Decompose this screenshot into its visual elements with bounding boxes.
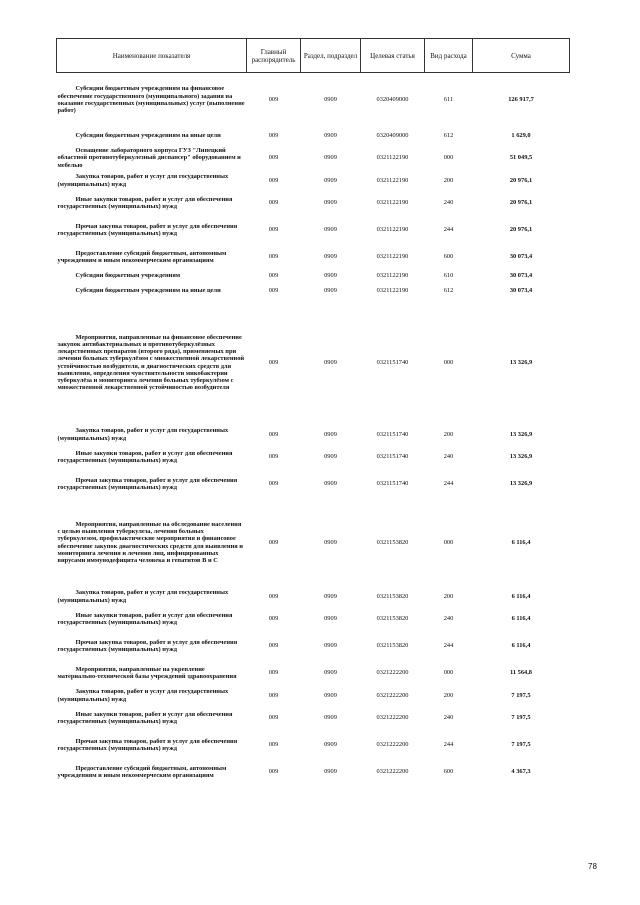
table-row <box>57 145 570 172</box>
table-body <box>57 73 570 786</box>
row-sum: 6 116,4 <box>511 538 531 546</box>
table-row <box>57 73 570 127</box>
row-sum: 20 976,1 <box>509 176 533 184</box>
row-sum: 1 629,0 <box>511 131 531 139</box>
row-name: Прочая закупка товаров, работ и услуг для обеспечения государственных (муниципальных) нужд <box>57 222 238 237</box>
row-name: Закупка товаров, работ и услуг для государственных (муниципальных) нужд <box>57 589 229 604</box>
row-kind: 611 <box>443 96 454 104</box>
row-admin: 009 <box>268 154 279 162</box>
row-admin: 009 <box>268 358 279 366</box>
row-kind: 244 <box>443 642 454 650</box>
header-sum: Сумма <box>473 39 570 73</box>
row-kind: 600 <box>443 768 454 776</box>
row-target: 0321122190 <box>376 253 409 261</box>
row-kind: 240 <box>443 199 454 207</box>
row-sum: 20 976,1 <box>509 226 533 234</box>
row-section: 0909 <box>324 741 337 749</box>
table-row <box>57 217 570 244</box>
row-sum: 51 049,5 <box>509 154 533 162</box>
row-name: Субсидии бюджетным учреждениям на иные цели <box>75 131 221 139</box>
row-section: 0909 <box>324 253 337 261</box>
row-target: 0321122190 <box>376 154 409 162</box>
row-sum: 13 326,9 <box>509 430 533 438</box>
table-row <box>57 498 570 588</box>
row-name: Предоставление субсидий бюджетным, автономным учреждениям и иным некоммерческим организациям <box>57 249 227 264</box>
row-name: Закупка товаров, работ и услуг для государственных (муниципальных) нужд <box>57 173 229 188</box>
row-name: Мероприятия, направленные на финансовое обеспечение закупок антибактериальных и противотуберкулёзных лекарственных препаратов (второго ряда), применяемых при лечении больных туберкулёзом с множественной лекарственной устойчивостью возбудителя, и диагностических средств для выявления, определения чувствительности микобактерии туберкулёза и мониторинга лечения больных туберкулёзом с множественной лекарственной устойчивостью возбудителя <box>57 333 245 392</box>
row-admin: 009 <box>268 253 279 261</box>
row-admin: 009 <box>268 453 279 461</box>
row-section: 0909 <box>324 453 337 461</box>
budget-table-page <box>56 38 569 786</box>
row-kind: 612 <box>443 286 454 294</box>
row-section: 0909 <box>324 592 337 600</box>
row-section: 0909 <box>324 615 337 623</box>
row-kind: 200 <box>443 176 454 184</box>
row-target: 0320409000 <box>376 96 409 104</box>
row-admin: 009 <box>268 430 279 438</box>
row-admin: 009 <box>268 691 279 699</box>
row-target: 0321153820 <box>376 642 409 650</box>
row-sum: 7 197,5 <box>511 691 531 699</box>
row-admin: 009 <box>268 480 279 488</box>
table-row <box>57 127 570 145</box>
table-row <box>57 588 570 606</box>
row-kind: 000 <box>443 669 454 677</box>
row-name: Закупка товаров, работ и услуг для государственных (муниципальных) нужд <box>57 688 229 703</box>
row-kind: 000 <box>443 358 454 366</box>
row-sum: 6 116,4 <box>511 615 531 623</box>
row-name: Иные закупки товаров, работ и услуг для обеспечения государственных (муниципальных) нужд <box>57 195 233 210</box>
row-kind: 200 <box>443 691 454 699</box>
row-section: 0909 <box>324 691 337 699</box>
row-sum: 30 073,4 <box>509 286 533 294</box>
row-admin: 009 <box>268 768 279 776</box>
row-kind: 240 <box>443 615 454 623</box>
row-admin: 009 <box>268 199 279 207</box>
table-row <box>57 705 570 732</box>
row-name: Мероприятия, направленные на обследование населения с целью выявления туберкулеза, лечения больных туберкулезом, профилактические мероприятия и финансовое обеспечение закупок диагностических средств для выявления и мониторинга лечения и лечения лиц, инфицированных вирусами иммунодефицита человека и гепатитов В и С <box>57 520 243 564</box>
row-target: 0321122190 <box>376 176 409 184</box>
row-target: 0320409000 <box>376 131 409 139</box>
table-row <box>57 244 570 271</box>
row-sum: 13 326,9 <box>509 358 533 366</box>
row-target: 0321153820 <box>376 538 409 546</box>
row-target: 0321153820 <box>376 592 409 600</box>
row-target: 0321222200 <box>376 768 409 776</box>
table-row <box>57 633 570 660</box>
row-sum: 11 564,8 <box>509 669 532 677</box>
row-name: Иные закупки товаров, работ и услуг для обеспечения государственных (муниципальных) нужд <box>57 710 233 725</box>
row-target: 0321153820 <box>376 615 409 623</box>
row-sum: 7 197,5 <box>511 714 531 722</box>
table-row <box>57 606 570 633</box>
row-target: 0321151740 <box>376 430 409 438</box>
row-kind: 610 <box>443 272 454 280</box>
row-admin: 009 <box>268 272 279 280</box>
header-kind: Вид расхода <box>425 39 473 73</box>
row-kind: 200 <box>443 592 454 600</box>
row-target: 0321222200 <box>376 691 409 699</box>
row-section: 0909 <box>324 199 337 207</box>
table-row <box>57 687 570 705</box>
row-sum: 126 917,7 <box>508 96 534 104</box>
row-name: Иные закупки товаров, работ и услуг для обеспечения государственных (муниципальных) нужд <box>57 611 233 626</box>
row-kind: 244 <box>443 480 454 488</box>
row-admin: 009 <box>268 741 279 749</box>
row-sum: 6 116,4 <box>511 642 531 650</box>
row-name: Субсидии бюджетным учреждениям на финансовое обеспечение государственного (муниципального) задания на оказание государственных (муниципальных) услуг (выполнение работ) <box>57 85 245 114</box>
row-admin: 009 <box>268 286 279 294</box>
table-row <box>57 444 570 471</box>
row-target: 0321122190 <box>376 199 409 207</box>
row-section: 0909 <box>324 768 337 776</box>
row-kind: 240 <box>443 453 454 461</box>
row-target: 0321151740 <box>376 453 409 461</box>
row-name: Предоставление субсидий бюджетным, автономным учреждениям и иным некоммерческим организациям <box>57 764 227 779</box>
table-row <box>57 282 570 300</box>
row-section: 0909 <box>324 480 337 488</box>
row-sum: 20 976,1 <box>509 199 533 207</box>
page-number: 78 <box>588 862 597 871</box>
row-section: 0909 <box>324 226 337 234</box>
row-sum: 30 073,4 <box>509 253 533 261</box>
row-admin: 009 <box>268 176 279 184</box>
table-row <box>57 300 570 426</box>
table-row <box>57 660 570 687</box>
header-section: Раздел, подраздел <box>301 39 361 73</box>
table-row <box>57 759 570 786</box>
row-admin: 009 <box>268 669 279 677</box>
row-section: 0909 <box>324 358 337 366</box>
row-kind: 200 <box>443 430 454 438</box>
row-admin: 009 <box>268 226 279 234</box>
row-section: 0909 <box>324 96 337 104</box>
row-name: Прочая закупка товаров, работ и услуг для обеспечения государственных (муниципальных) нужд <box>57 476 238 491</box>
row-target: 0321151740 <box>376 480 409 488</box>
row-section: 0909 <box>324 176 337 184</box>
table-row <box>57 732 570 759</box>
row-name: Закупка товаров, работ и услуг для государственных (муниципальных) нужд <box>57 427 229 442</box>
row-kind: 240 <box>443 714 454 722</box>
row-kind: 000 <box>443 538 454 546</box>
row-section: 0909 <box>324 642 337 650</box>
row-admin: 009 <box>268 592 279 600</box>
row-admin: 009 <box>268 714 279 722</box>
row-name: Иные закупки товаров, работ и услуг для обеспечения государственных (муниципальных) нужд <box>57 449 233 464</box>
row-admin: 009 <box>268 538 279 546</box>
row-name: Прочая закупка товаров, работ и услуг для обеспечения государственных (муниципальных) нужд <box>57 638 238 653</box>
row-name: Оснащение лабораторного корпуса ГУЗ "Липецкий областной противотуберкулезный диспансер" оборудованием и мебелью <box>57 147 241 169</box>
row-name: Мероприятия, направленные на укрепление материально-технической базы учреждений здравоохранения <box>57 665 237 680</box>
row-sum: 30 073,4 <box>509 272 533 280</box>
table-row <box>57 471 570 498</box>
row-sum: 7 197,5 <box>511 741 531 749</box>
row-target: 0321122190 <box>376 286 409 294</box>
row-kind: 600 <box>443 253 454 261</box>
row-target: 0321222200 <box>376 669 409 677</box>
header-admin: Главный распорядитель <box>247 39 301 73</box>
row-sum: 6 116,4 <box>511 592 531 600</box>
row-name: Субсидии бюджетным учреждениям <box>75 272 181 280</box>
row-section: 0909 <box>324 272 337 280</box>
row-sum: 4 367,3 <box>511 768 531 776</box>
row-sum: 13 326,9 <box>509 453 533 461</box>
row-target: 0321222200 <box>376 714 409 722</box>
row-kind: 244 <box>443 226 454 234</box>
table-row <box>57 271 570 282</box>
row-target: 0321151740 <box>376 358 409 366</box>
row-kind: 244 <box>443 741 454 749</box>
row-admin: 009 <box>268 131 279 139</box>
table-row <box>57 426 570 444</box>
row-sum: 13 326,9 <box>509 480 533 488</box>
row-section: 0909 <box>324 131 337 139</box>
table-header-row <box>57 39 570 73</box>
row-target: 0321122190 <box>376 272 409 280</box>
header-target: Целевая статья <box>361 39 425 73</box>
row-section: 0909 <box>324 714 337 722</box>
budget-table <box>56 38 570 786</box>
row-kind: 612 <box>443 131 454 139</box>
row-section: 0909 <box>324 669 337 677</box>
row-admin: 009 <box>268 615 279 623</box>
row-section: 0909 <box>324 154 337 162</box>
row-target: 0321122190 <box>376 226 409 234</box>
row-admin: 009 <box>268 642 279 650</box>
row-target: 0321222200 <box>376 741 409 749</box>
row-section: 0909 <box>324 430 337 438</box>
row-kind: 000 <box>443 154 454 162</box>
row-admin: 009 <box>268 96 279 104</box>
row-name: Субсидии бюджетным учреждениям на иные цели <box>75 286 221 294</box>
table-row <box>57 190 570 217</box>
row-name: Прочая закупка товаров, работ и услуг для обеспечения государственных (муниципальных) нужд <box>57 737 238 752</box>
header-name: Наименование показателя <box>57 39 247 73</box>
row-section: 0909 <box>324 286 337 294</box>
row-section: 0909 <box>324 538 337 546</box>
table-row <box>57 172 570 190</box>
